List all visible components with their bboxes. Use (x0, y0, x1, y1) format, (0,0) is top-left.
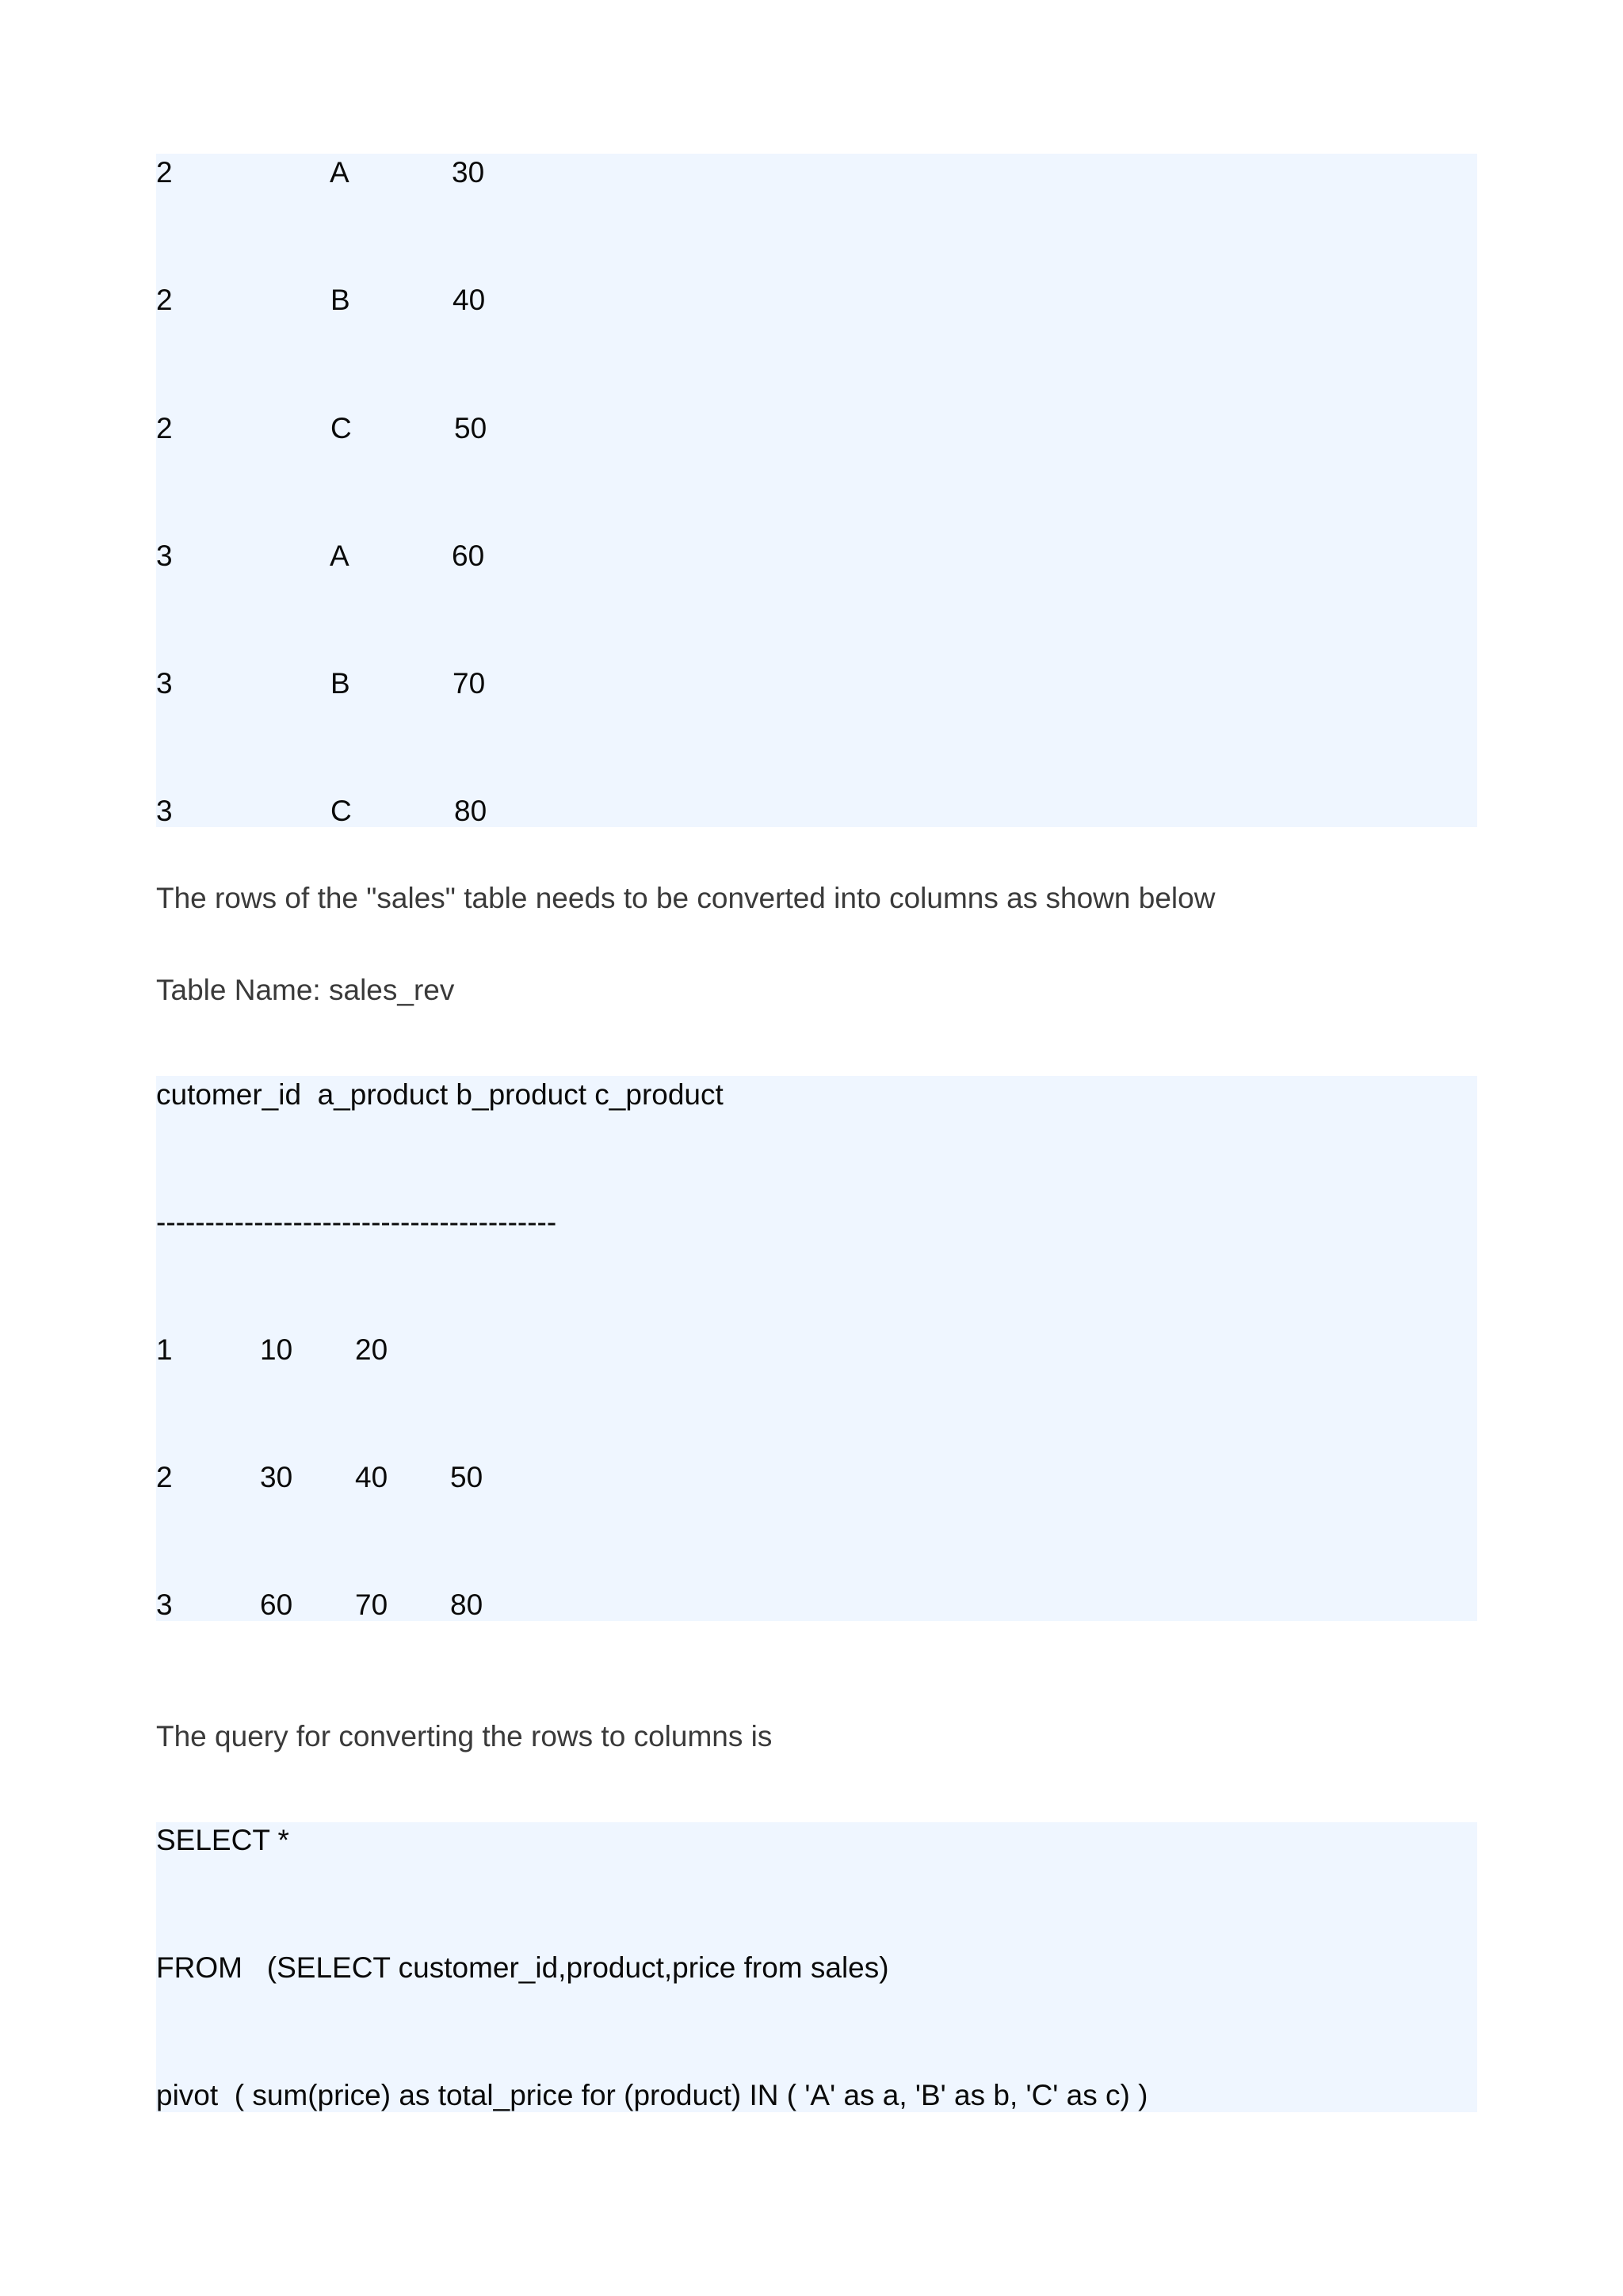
product-cell: A (330, 540, 349, 572)
intro-paragraph: The rows of the "sales" table needs to be converted into columns as shown below (156, 882, 1216, 914)
price-cell: 80 (454, 795, 487, 827)
a-product-cell: 10 (260, 1333, 293, 1366)
b-product-cell: 20 (355, 1333, 388, 1366)
sales-rev-divider: ----------------------------------------- (156, 1206, 557, 1238)
sales-row (156, 665, 486, 703)
a-product-cell: 60 (260, 1589, 293, 1621)
customer-id-cell: 3 (156, 667, 173, 700)
sales-row (156, 537, 485, 575)
query-intro: The query for converting the rows to columns is (156, 1720, 773, 1753)
price-cell: 30 (452, 156, 485, 189)
table-name-label: Table Name: sales_rev (156, 974, 455, 1006)
sales-rev-row (156, 1586, 483, 1624)
customer-id-cell: 2 (156, 1461, 173, 1493)
sales-row (156, 281, 486, 319)
product-cell: C (330, 795, 352, 827)
b-product-cell: 40 (355, 1461, 388, 1493)
sales-row (156, 410, 487, 448)
customer-id-cell: 3 (156, 795, 173, 827)
price-cell: 50 (454, 412, 487, 444)
product-cell: A (330, 156, 349, 189)
sql-line-pivot: pivot ( sum(price) as total_price for (product) IN ( 'A' as a, 'B' as b, 'C' as c) ) (156, 2079, 1148, 2111)
customer-id-cell: 1 (156, 1333, 173, 1366)
sales-row (156, 154, 485, 192)
sales-row (156, 792, 487, 830)
customer-id-cell: 2 (156, 284, 173, 316)
price-cell: 60 (452, 540, 485, 572)
customer-id-cell: 2 (156, 412, 173, 444)
sql-line-from: FROM (SELECT customer_id,product,price from sales) (156, 1951, 889, 1984)
customer-id-cell: 2 (156, 156, 173, 189)
price-cell: 40 (453, 284, 486, 316)
customer-id-cell: 3 (156, 1589, 173, 1621)
sales-rev-row (156, 1331, 388, 1369)
customer-id-cell: 3 (156, 540, 173, 572)
c-product-cell: 50 (450, 1461, 483, 1493)
sales-table-block (156, 154, 1477, 827)
sales-rev-row (156, 1459, 483, 1497)
product-cell: C (330, 412, 352, 444)
price-cell: 70 (453, 667, 486, 700)
product-cell: B (330, 667, 350, 700)
sql-line-select: SELECT * (156, 1824, 289, 1856)
a-product-cell: 30 (260, 1461, 293, 1493)
product-cell: B (330, 284, 350, 316)
sales-rev-header: cutomer_id a_product b_product c_product (156, 1078, 724, 1111)
c-product-cell: 80 (450, 1589, 483, 1621)
b-product-cell: 70 (355, 1589, 388, 1621)
